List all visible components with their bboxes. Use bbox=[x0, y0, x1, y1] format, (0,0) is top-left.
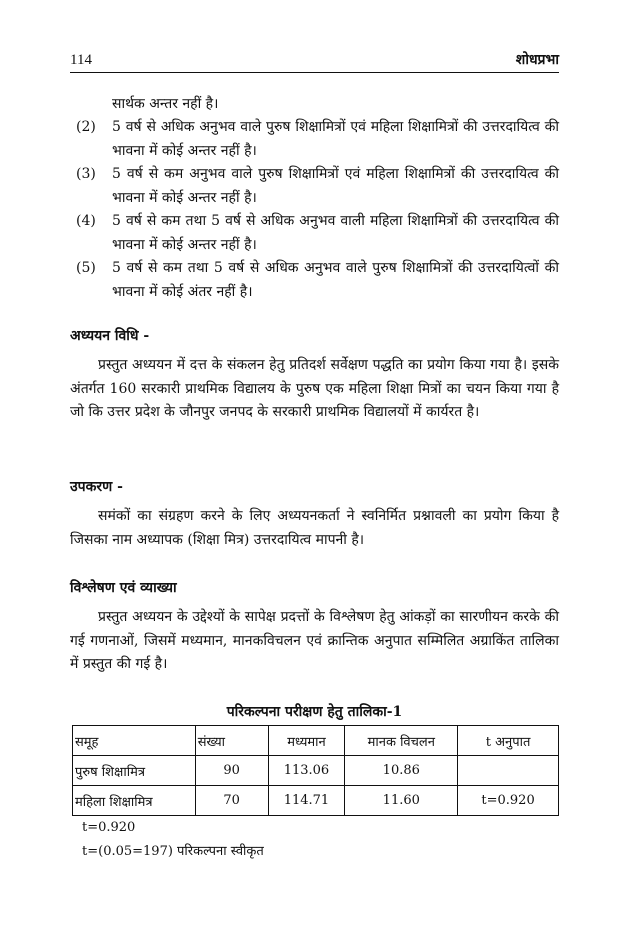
header-sd: मानक विचलन bbox=[345, 726, 458, 756]
analysis-heading: विश्लेषण एवं व्याख्या bbox=[70, 580, 177, 596]
cell-group: महिला शिक्षामित्र bbox=[73, 786, 196, 816]
tools-heading: उपकरण - bbox=[70, 479, 123, 495]
header-mean: मध्यमान bbox=[268, 726, 345, 756]
table-header-row bbox=[73, 726, 559, 756]
hypothesis-item bbox=[76, 116, 559, 163]
tools-body: समंकों का संग्रहण करने के लिए अध्ययनकर्ता ने स्वनिर्मित प्रश्नावली का प्रयोग किया है जिसका नाम अध्यापक (शिक्षा मित्र) उत्तरदायित्व मापनी है। bbox=[70, 508, 559, 548]
cell-t-ratio: t=0.920 bbox=[458, 786, 559, 816]
hypothesis-text: 5 वर्ष से कम तथा 5 वर्ष से अधिक अनुभव वाले पुरुष शिक्षामित्रों की उत्तरदायित्वों की भावना में कोई अंतर नहीं है। bbox=[112, 260, 559, 300]
hypothesis-item bbox=[76, 163, 559, 210]
hypothesis-number: (5) bbox=[76, 260, 96, 276]
hypothesis-text: 5 वर्ष से कम अनुभव वाले पुरुष शिक्षामित्रों एवं महिला शिक्षामित्रों की उत्तरदायित्व की भावना में कोई अन्तर नहीं है। bbox=[112, 166, 559, 206]
hypothesis-number: (2) bbox=[76, 119, 96, 135]
table-row bbox=[73, 786, 559, 816]
hypothesis-item bbox=[76, 257, 559, 304]
continuation-text: सार्थक अन्तर नहीं है। bbox=[112, 96, 219, 112]
cell-sd: 11.60 bbox=[345, 786, 458, 816]
table-note: t=(0.05=197) परिकल्पना स्वीकृत bbox=[82, 844, 264, 859]
method-heading: अध्ययन विधि - bbox=[70, 328, 150, 344]
cell-mean: 114.71 bbox=[268, 786, 345, 816]
cell-count: 70 bbox=[195, 786, 268, 816]
cell-count: 90 bbox=[195, 756, 268, 786]
cell-sd: 10.86 bbox=[345, 756, 458, 786]
analysis-body: प्रस्तुत अध्ययन के उद्देश्यों के सापेक्ष प्रदत्तों के विश्लेषण हेतु आंकड़ों का सारणीयन करके की गई गणनाओं, जिसमें मध्यमान, मानकविचलन एवं क्रान्तिक अनुपात सम्मिलित अग्राकिंत तालिका में प्रस्तुत की गई है। bbox=[70, 609, 559, 672]
method-body: प्रस्तुत अध्ययन में दत्त के संकलन हेतु प्रतिदर्श सर्वेक्षण पद्धति का प्रयोग किया गया है। इसके अंतर्गत 160 सरकारी प्राथमिक विद्यालय के पुरुष एक महिला शिक्षा मित्रों का चयन किया गया है जो कि उत्तर प्रदेश के जौनपुर जनपद के सरकारी प्राथमिक विद्यालयों में कार्यरत है। bbox=[70, 357, 559, 420]
table-row bbox=[73, 756, 559, 786]
page-number: 114 bbox=[70, 52, 92, 68]
results-table bbox=[72, 725, 559, 816]
hypothesis-number: (4) bbox=[76, 213, 96, 229]
hypothesis-number: (3) bbox=[76, 166, 96, 182]
journal-title: शोधप्रभा bbox=[515, 52, 559, 68]
hypothesis-text: 5 वर्ष से अधिक अनुभव वाले पुरुष शिक्षामित्रों एवं महिला शिक्षामित्रों की उत्तरदायित्व की भावना में कोई अन्तर नहीं है। bbox=[112, 119, 559, 159]
table-title: परिकल्पना परीक्षण हेतु तालिका-1 bbox=[226, 704, 403, 720]
hypothesis-text: 5 वर्ष से कम तथा 5 वर्ष से अधिक अनुभव वाली महिला शिक्षामित्रों की उत्तरदायित्व की भावना में कोई अन्तर नहीं है। bbox=[112, 213, 559, 253]
header-group: समूह bbox=[73, 726, 196, 756]
cell-group: पुरुष शिक्षामित्र bbox=[73, 756, 196, 786]
page-header bbox=[70, 50, 559, 73]
header-count: संख्या bbox=[195, 726, 268, 756]
cell-t-ratio bbox=[458, 756, 559, 786]
header-t-ratio: t अनुपात bbox=[458, 726, 559, 756]
table-note: t=0.920 bbox=[82, 820, 136, 835]
cell-mean: 113.06 bbox=[268, 756, 345, 786]
hypothesis-item bbox=[76, 210, 559, 257]
